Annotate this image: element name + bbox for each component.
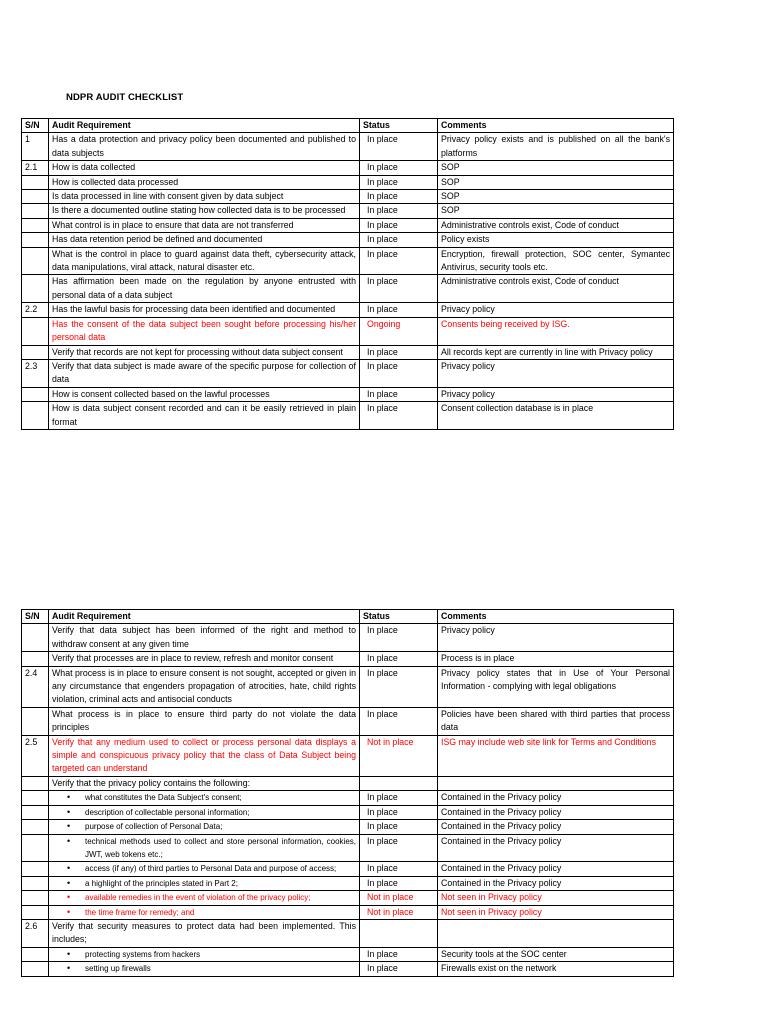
row-requirement: • description of collectable personal information; <box>49 805 360 819</box>
table-row <box>22 133 674 161</box>
row-status: Not in place <box>360 735 438 776</box>
row-sn <box>22 905 49 919</box>
table-row <box>22 161 674 175</box>
row-comment: Consents being received by ISG. <box>438 317 674 345</box>
row-requirement: • the time frame for remedy; and <box>49 905 360 919</box>
row-comment: Privacy policy <box>438 303 674 317</box>
row-sn <box>22 834 49 862</box>
table-row <box>22 317 674 345</box>
table-row <box>22 247 674 275</box>
table-row <box>22 345 674 359</box>
row-comment: Contained in the Privacy policy <box>438 862 674 876</box>
row-status: In place <box>360 275 438 303</box>
row-comment: Administrative controls exist, Code of conduct <box>438 218 674 232</box>
header-requirement: Audit Requirement <box>49 610 360 624</box>
row-comment: Privacy policy exists and is published on all the bank's platforms <box>438 133 674 161</box>
table-row <box>22 218 674 232</box>
audit-table-1 <box>21 118 674 430</box>
row-status: In place <box>360 666 438 707</box>
row-comment: Privacy policy <box>438 624 674 652</box>
row-status: Ongoing <box>360 317 438 345</box>
row-comment: SOP <box>438 204 674 218</box>
row-status: In place <box>360 834 438 862</box>
row-sn <box>22 652 49 666</box>
audit-table-2 <box>21 609 674 977</box>
header-status: Status <box>360 610 438 624</box>
row-status: In place <box>360 175 438 189</box>
row-comment: Contained in the Privacy policy <box>438 820 674 834</box>
row-comment: Not seen in Privacy policy <box>438 905 674 919</box>
row-status: In place <box>360 247 438 275</box>
row-sn: 2.5 <box>22 735 49 776</box>
table-row <box>22 776 674 790</box>
table-row <box>22 876 674 890</box>
table-row <box>22 834 674 862</box>
row-sn <box>22 247 49 275</box>
row-comment: Contained in the Privacy policy <box>438 805 674 819</box>
table-row <box>22 919 674 947</box>
row-status: In place <box>360 862 438 876</box>
table-row <box>22 275 674 303</box>
table-row <box>22 962 674 976</box>
row-comment: Contained in the Privacy policy <box>438 876 674 890</box>
row-sn <box>22 707 49 735</box>
row-sn <box>22 962 49 976</box>
row-requirement: • protecting systems from hackers <box>49 947 360 961</box>
row-sn: 1 <box>22 133 49 161</box>
table-row <box>22 666 674 707</box>
row-requirement: Has the consent of the data subject been sought before processing his/her personal data <box>49 317 360 345</box>
row-comment: Privacy policy states that in Use of Your Personal Information - complying with legal obligations <box>438 666 674 707</box>
header-comments: Comments <box>438 610 674 624</box>
row-sn <box>22 891 49 905</box>
row-comment: Privacy policy <box>438 387 674 401</box>
row-comment: Policies have been shared with third parties that process data <box>438 707 674 735</box>
table-header-row <box>22 610 674 624</box>
row-requirement: Is there a documented outline stating how collected data is to be processed <box>49 204 360 218</box>
row-sn <box>22 776 49 790</box>
row-requirement: Has affirmation been made on the regulation by anyone entrusted with personal data of a data subject <box>49 275 360 303</box>
row-comment: Encryption, firewall protection, SOC center, Symantec Antivirus, security tools etc. <box>438 247 674 275</box>
row-status: In place <box>360 876 438 890</box>
row-status: In place <box>360 707 438 735</box>
row-status: In place <box>360 204 438 218</box>
row-comment: ISG may include web site link for Terms and Conditions <box>438 735 674 776</box>
row-requirement: How is data collected <box>49 161 360 175</box>
row-requirement: Has a data protection and privacy policy been documented and published to data subjects <box>49 133 360 161</box>
row-comment: Security tools at the SOC center <box>438 947 674 961</box>
row-requirement: Verify that the privacy policy contains the following: <box>49 776 360 790</box>
table-row <box>22 791 674 805</box>
row-requirement: • purpose of collection of Personal Data; <box>49 820 360 834</box>
row-requirement: • a highlight of the principles stated in Part 2; <box>49 876 360 890</box>
row-sn <box>22 862 49 876</box>
table-row <box>22 905 674 919</box>
row-requirement: • technical methods used to collect and store personal information, cookies, JWT, web tokens etc.; <box>49 834 360 862</box>
table-row <box>22 303 674 317</box>
row-status: In place <box>360 359 438 387</box>
table-row <box>22 175 674 189</box>
row-status: Not in place <box>360 905 438 919</box>
row-requirement: Has data retention period be defined and documented <box>49 233 360 247</box>
row-comment: Administrative controls exist, Code of conduct <box>438 275 674 303</box>
row-sn <box>22 275 49 303</box>
row-sn <box>22 317 49 345</box>
table-row <box>22 402 674 430</box>
row-sn <box>22 624 49 652</box>
row-sn <box>22 218 49 232</box>
row-comment <box>438 919 674 947</box>
row-sn <box>22 175 49 189</box>
row-comment: SOP <box>438 175 674 189</box>
table-row <box>22 387 674 401</box>
row-status <box>360 776 438 790</box>
row-comment: SOP <box>438 190 674 204</box>
row-status: In place <box>360 652 438 666</box>
row-comment: Firewalls exist on the network <box>438 962 674 976</box>
row-sn: 2.4 <box>22 666 49 707</box>
row-requirement: What process is in place to ensure third party do not violate the data principles <box>49 707 360 735</box>
row-requirement: • available remedies in the event of violation of the privacy policy; <box>49 891 360 905</box>
header-comments: Comments <box>438 119 674 133</box>
row-sn: 2.3 <box>22 359 49 387</box>
row-sn <box>22 387 49 401</box>
row-sn <box>22 190 49 204</box>
row-requirement: How is collected data processed <box>49 175 360 189</box>
row-sn <box>22 345 49 359</box>
row-sn <box>22 233 49 247</box>
row-sn <box>22 947 49 961</box>
row-requirement: • what constitutes the Data Subject's consent; <box>49 791 360 805</box>
row-requirement: Verify that security measures to protect data had been implemented. This includes; <box>49 919 360 947</box>
row-comment: SOP <box>438 161 674 175</box>
row-requirement: Is data processed in line with consent given by data subject <box>49 190 360 204</box>
row-requirement: How is data subject consent recorded and can it be easily retrieved in plain format <box>49 402 360 430</box>
row-sn <box>22 820 49 834</box>
row-sn: 2.1 <box>22 161 49 175</box>
row-comment: Consent collection database is in place <box>438 402 674 430</box>
row-requirement: • setting up firewalls <box>49 962 360 976</box>
row-comment: All records kept are currently in line with Privacy policy <box>438 345 674 359</box>
row-status: In place <box>360 805 438 819</box>
row-sn <box>22 876 49 890</box>
row-status: In place <box>360 345 438 359</box>
table-row <box>22 820 674 834</box>
table-row <box>22 190 674 204</box>
row-requirement: Verify that processes are in place to review, refresh and monitor consent <box>49 652 360 666</box>
row-sn <box>22 791 49 805</box>
row-status: In place <box>360 133 438 161</box>
row-sn: 2.2 <box>22 303 49 317</box>
row-comment: Privacy policy <box>438 359 674 387</box>
row-sn <box>22 204 49 218</box>
row-comment: Policy exists <box>438 233 674 247</box>
row-comment <box>438 776 674 790</box>
row-status: In place <box>360 161 438 175</box>
table-row <box>22 652 674 666</box>
row-requirement: How is consent collected based on the lawful processes <box>49 387 360 401</box>
row-comment: Contained in the Privacy policy <box>438 834 674 862</box>
table-row <box>22 947 674 961</box>
row-requirement: Verify that data subject has been informed of the right and method to withdraw consent at any given time <box>49 624 360 652</box>
table-row <box>22 735 674 776</box>
row-requirement: • access (if any) of third parties to Personal Data and purpose of access; <box>49 862 360 876</box>
table-row <box>22 707 674 735</box>
row-status <box>360 919 438 947</box>
header-requirement: Audit Requirement <box>49 119 360 133</box>
table-row <box>22 359 674 387</box>
row-status: In place <box>360 402 438 430</box>
row-requirement: Verify that records are not kept for processing without data subject consent <box>49 345 360 359</box>
table-row <box>22 891 674 905</box>
header-sn: S/N <box>22 610 49 624</box>
document-title: NDPR AUDIT CHECKLIST <box>66 92 184 103</box>
header-status: Status <box>360 119 438 133</box>
row-sn <box>22 402 49 430</box>
row-status: In place <box>360 218 438 232</box>
table-row <box>22 233 674 247</box>
table-row <box>22 624 674 652</box>
row-requirement: What process is in place to ensure consent is not sought, accepted or given in any circumstance that engenders propagation of atrocities, hate, child rights violation, criminal acts and antisocial conducts <box>49 666 360 707</box>
row-status: In place <box>360 791 438 805</box>
row-sn <box>22 805 49 819</box>
row-requirement: Has the lawful basis for processing data been identified and documented <box>49 303 360 317</box>
row-status: In place <box>360 190 438 204</box>
row-status: In place <box>360 624 438 652</box>
row-status: In place <box>360 820 438 834</box>
header-sn: S/N <box>22 119 49 133</box>
table-row <box>22 862 674 876</box>
row-requirement: Verify that any medium used to collect or process personal data displays a simple and conspicuous privacy policy that the class of Data Subject being targeted can understand <box>49 735 360 776</box>
row-requirement: What control is in place to ensure that data are not transferred <box>49 218 360 232</box>
row-requirement: Verify that data subject is made aware of the specific purpose for collection of data <box>49 359 360 387</box>
row-status: In place <box>360 947 438 961</box>
row-comment: Contained in the Privacy policy <box>438 791 674 805</box>
row-status: In place <box>360 233 438 247</box>
row-status: In place <box>360 303 438 317</box>
table-header-row <box>22 119 674 133</box>
row-status: In place <box>360 387 438 401</box>
row-comment: Process is in place <box>438 652 674 666</box>
row-requirement: What is the control in place to guard against data theft, cybersecurity attack, data manipulations, viral attack, natural disaster etc. <box>49 247 360 275</box>
row-status: Not in place <box>360 891 438 905</box>
table-row <box>22 204 674 218</box>
row-comment: Not seen in Privacy policy <box>438 891 674 905</box>
row-status: In place <box>360 962 438 976</box>
table-row <box>22 805 674 819</box>
row-sn: 2.6 <box>22 919 49 947</box>
